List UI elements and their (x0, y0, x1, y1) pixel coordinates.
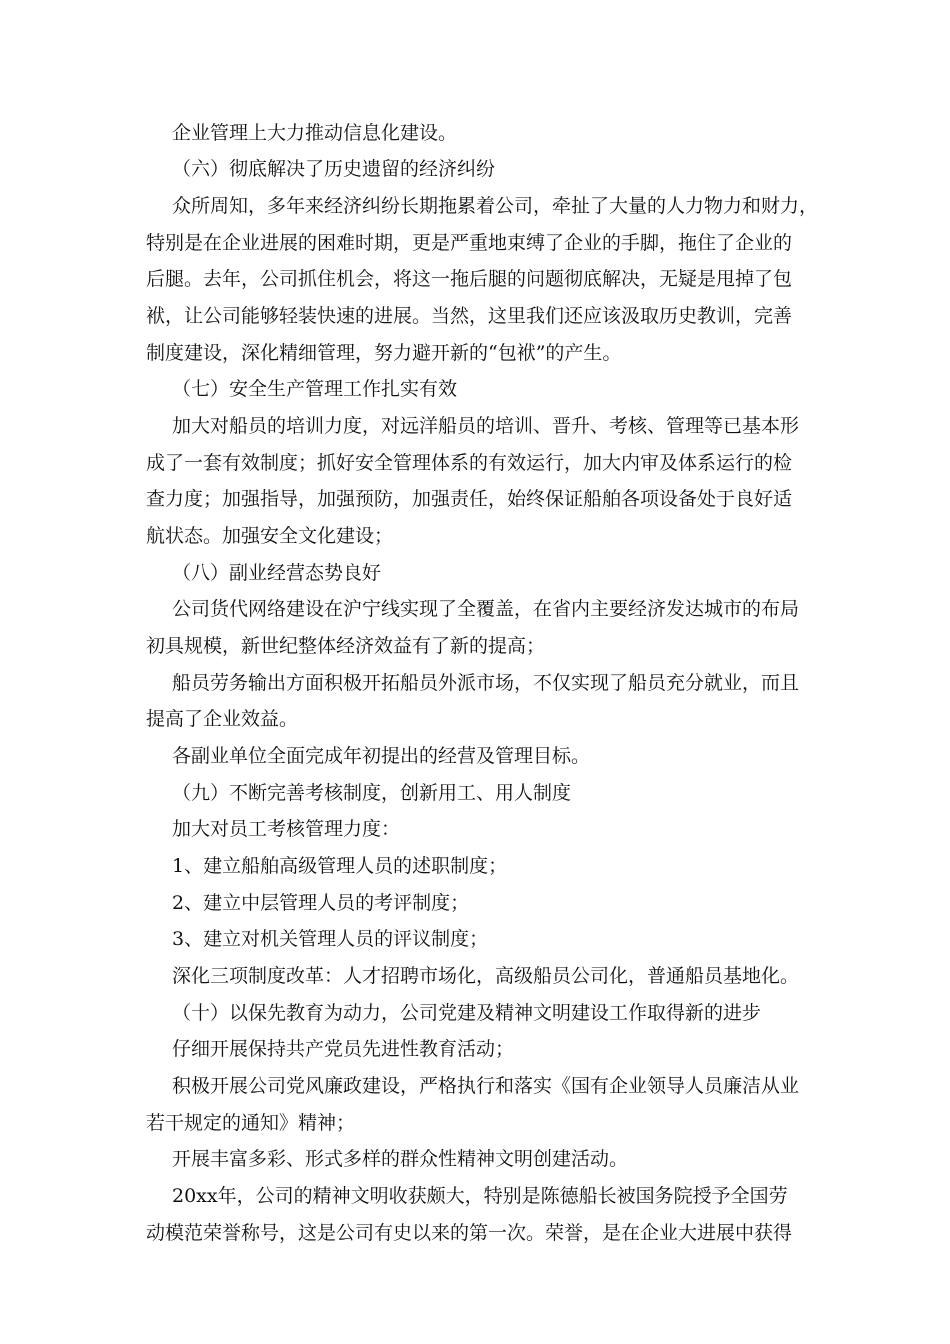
body-line: 袱，让公司能够轻装快速的进展。当然，这里我们还应该汲取历史教训，完善 (146, 305, 793, 327)
list-item: 3、建立对机关管理人员的评议制度； (172, 928, 489, 950)
body-line: 各副业单位全面完成年初提出的经营及管理目标。 (172, 745, 591, 767)
section-heading-9: （九）不断完善考核制度，创新用工、用人制度 (172, 782, 572, 804)
body-line: 提高了企业效益。 (146, 708, 299, 730)
body-line: 积极开展公司党风廉政建设，严格执行和落实《国有企业领导人员廉洁从业 (172, 1075, 800, 1097)
body-line: 众所周知，多年来经济纠纷长期拖累着公司，牵扯了大量的人力物力和财力， (172, 195, 819, 217)
body-line: 深化三项制度改革：人才招聘市场化，高级船员公司化，普通船员基地化。 (172, 965, 800, 987)
body-line: 动模范荣誉称号，这是公司有史以来的第一次。荣誉，是在企业大进展中获得 (146, 1222, 793, 1244)
body-line: 开展丰富多彩、形式多样的群众性精神文明创建活动。 (172, 1148, 629, 1170)
body-line: 公司货代网络建设在沪宁线实现了全覆盖，在省内主要经济发达城市的布局 (172, 598, 800, 620)
body-line: 企业管理上大力推动信息化建设。 (172, 122, 458, 144)
body-line: 若干规定的通知》精神； (146, 1112, 356, 1134)
section-heading-7: （七）安全生产管理工作扎实有效 (172, 378, 458, 400)
body-line: 加大对船员的培训力度，对远洋船员的培训、晋升、考核、管理等已基本形 (172, 415, 800, 437)
section-heading-8: （八）副业经营态势良好 (172, 562, 382, 584)
section-heading-10: （十）以保先教育为动力，公司党建及精神文明建设工作取得新的进步 (172, 1002, 762, 1024)
body-line: 20xx年，公司的精神文明收获颇大，特别是陈德船长被国务院授予全国劳 (172, 1185, 788, 1207)
body-line: 成了一套有效制度；抓好安全管理体系的有效运行，加大内审及体系运行的检 (146, 452, 793, 474)
body-line: 查力度；加强指导，加强预防，加强责任，始终保证船舶各项设备处于良好适 (146, 488, 793, 510)
body-line: 制度建设，深化精细管理，努力避开新的“包袱”的产生。 (146, 342, 622, 364)
list-item: 1、建立船舶高级管理人员的述职制度； (172, 855, 508, 877)
body-line: 初具规模，新世纪整体经济效益有了新的提高； (146, 635, 546, 657)
list-item: 2、建立中层管理人员的考评制度； (172, 892, 470, 914)
section-heading-6: （六）彻底解决了历史遗留的经济纠纷 (172, 158, 496, 180)
body-line: 航状态。加强安全文化建设； (146, 525, 394, 547)
body-line: 仔细开展保持共产党员先进性教育活动； (172, 1038, 515, 1060)
body-line: 船员劳务输出方面积极开拓船员外派市场，不仅实现了船员充分就业，而且 (172, 672, 800, 694)
body-line: 特别是在企业进展的困难时期，更是严重地束缚了企业的手脚，拖住了企业的 (146, 232, 793, 254)
body-line: 加大对员工考核管理力度： (172, 818, 401, 840)
body-line: 后腿。去年，公司抓住机会，将这一拖后腿的问题彻底解决，无疑是甩掉了包 (146, 268, 793, 290)
